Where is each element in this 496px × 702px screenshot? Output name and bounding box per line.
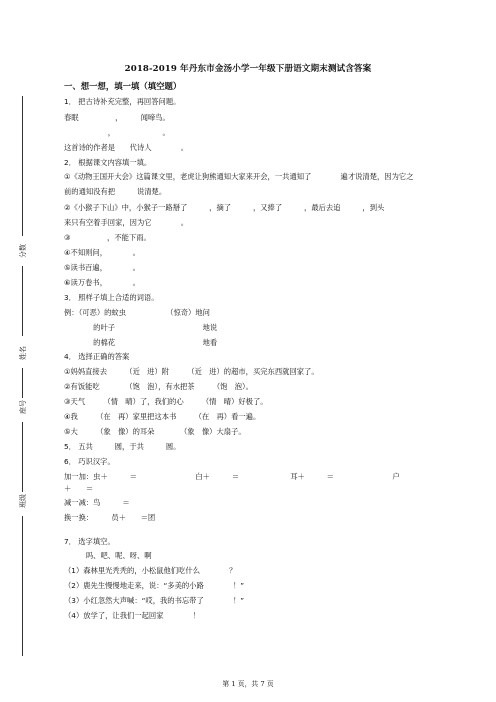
question-line: 这首诗的作者是 代诗人 。 bbox=[64, 143, 189, 152]
question-line: ＋ ＝ bbox=[64, 484, 94, 493]
question-line: ⑤读书百遍， 。 bbox=[64, 263, 140, 272]
question-line: 换一换： 员＋ ＝团 bbox=[64, 513, 156, 522]
question-line: 来只有空着手回家，因为它 。 bbox=[64, 218, 189, 227]
question-line: 1． 把古诗补充完整，再回答问题。 bbox=[64, 97, 181, 106]
question-line: ， 。 bbox=[64, 128, 170, 137]
question-line: 前的通知没有把 说清楚。 bbox=[64, 187, 167, 196]
question-line: 3． 照样子填上合适的词语。 bbox=[64, 293, 159, 302]
question-line: ④我 （在 再）家里把这本书 （在 再）看一遍。 bbox=[64, 412, 261, 421]
page-footer: 第 1 页，共 7 页 bbox=[222, 680, 274, 688]
question-line: 例：（可恶）的蚊虫 （惊奇）地问 bbox=[64, 308, 210, 317]
question-line: 5． 五共 圆，于共 圆。 bbox=[64, 442, 181, 451]
question-line: 加一加：虫＋ ＝ 白＋ ＝ 耳＋ ＝ 户 bbox=[64, 472, 400, 481]
question-line: ②有饭能吃 （饱 泡），有水把茶 （饱 泡）。 bbox=[64, 382, 253, 391]
question-line: ③天气 （情 晴）了，我们的心 （情 晴）好极了。 bbox=[64, 397, 268, 406]
question-line: （4）放学了，让我们一起回家 ！ bbox=[64, 611, 200, 620]
question-line: 的棉花 地看 bbox=[64, 338, 218, 347]
question-line: 吗、吧、呢、呀、啊 bbox=[64, 551, 152, 560]
question-line: 7． 选字填空。 bbox=[64, 537, 115, 546]
question-line: ③ ，不能下雨。 bbox=[64, 233, 151, 242]
question-line: 6． 巧识汉字。 bbox=[64, 457, 115, 466]
name-label: 姓名 bbox=[19, 346, 27, 360]
question-line: ②《小猴子下山》中，小猴子一路掰了 ，摘了 ，又捧了 ，最后去追 ，到头 bbox=[64, 203, 385, 212]
question-line: 2． 根据课文内容填一填。 bbox=[64, 158, 152, 167]
question-line: ⑥读万卷书， 。 bbox=[64, 278, 140, 287]
question-line: ④不知则问， 。 bbox=[64, 248, 140, 257]
question-line: 4． 选择正确的答案 bbox=[64, 352, 130, 361]
question-line: （3）小红忽然大声喊：“哎，我的书忘带了 ！” bbox=[64, 596, 245, 605]
question-line: （2）鹿先生慢慢地走来，说：“多美的小路 ！” bbox=[64, 581, 245, 590]
page-title: 2018-2019 年丹东市金汤小学一年级下册语文期末测试含答案 bbox=[124, 64, 372, 74]
question-line: （1）森林里光秃秃的，小松鼠他们吃什么 ？ bbox=[64, 566, 237, 575]
score-label: 分数 bbox=[19, 244, 27, 258]
binding-line bbox=[22, 266, 23, 336]
question-line: ①妈妈直接去 （近 进）附 （近 进）的超市，买完东西就回家了。 bbox=[64, 367, 319, 376]
seat-label: 座号 bbox=[19, 400, 27, 414]
binding-margin bbox=[6, 96, 40, 656]
question-line: 减一减：鸟 ＝ bbox=[64, 498, 130, 507]
binding-line bbox=[22, 96, 23, 236]
binding-line bbox=[22, 516, 23, 656]
question-line: ⑤大 （象 像）的耳朵 （象 像）大扇子。 bbox=[64, 427, 246, 436]
section-heading: 一、想一想，填一填（填空题） bbox=[64, 81, 182, 91]
class-label: 班级 bbox=[19, 494, 27, 508]
question-line: 的叶子 地说 bbox=[64, 323, 218, 332]
question-line: ①《动物王国开大会》这篇课文里，老虎让狗熊通知大家来开会，一共通知了 遍才说清楚，因为它之 bbox=[64, 172, 414, 181]
question-line: 春眠 ， 闻啼鸟。 bbox=[64, 113, 170, 122]
